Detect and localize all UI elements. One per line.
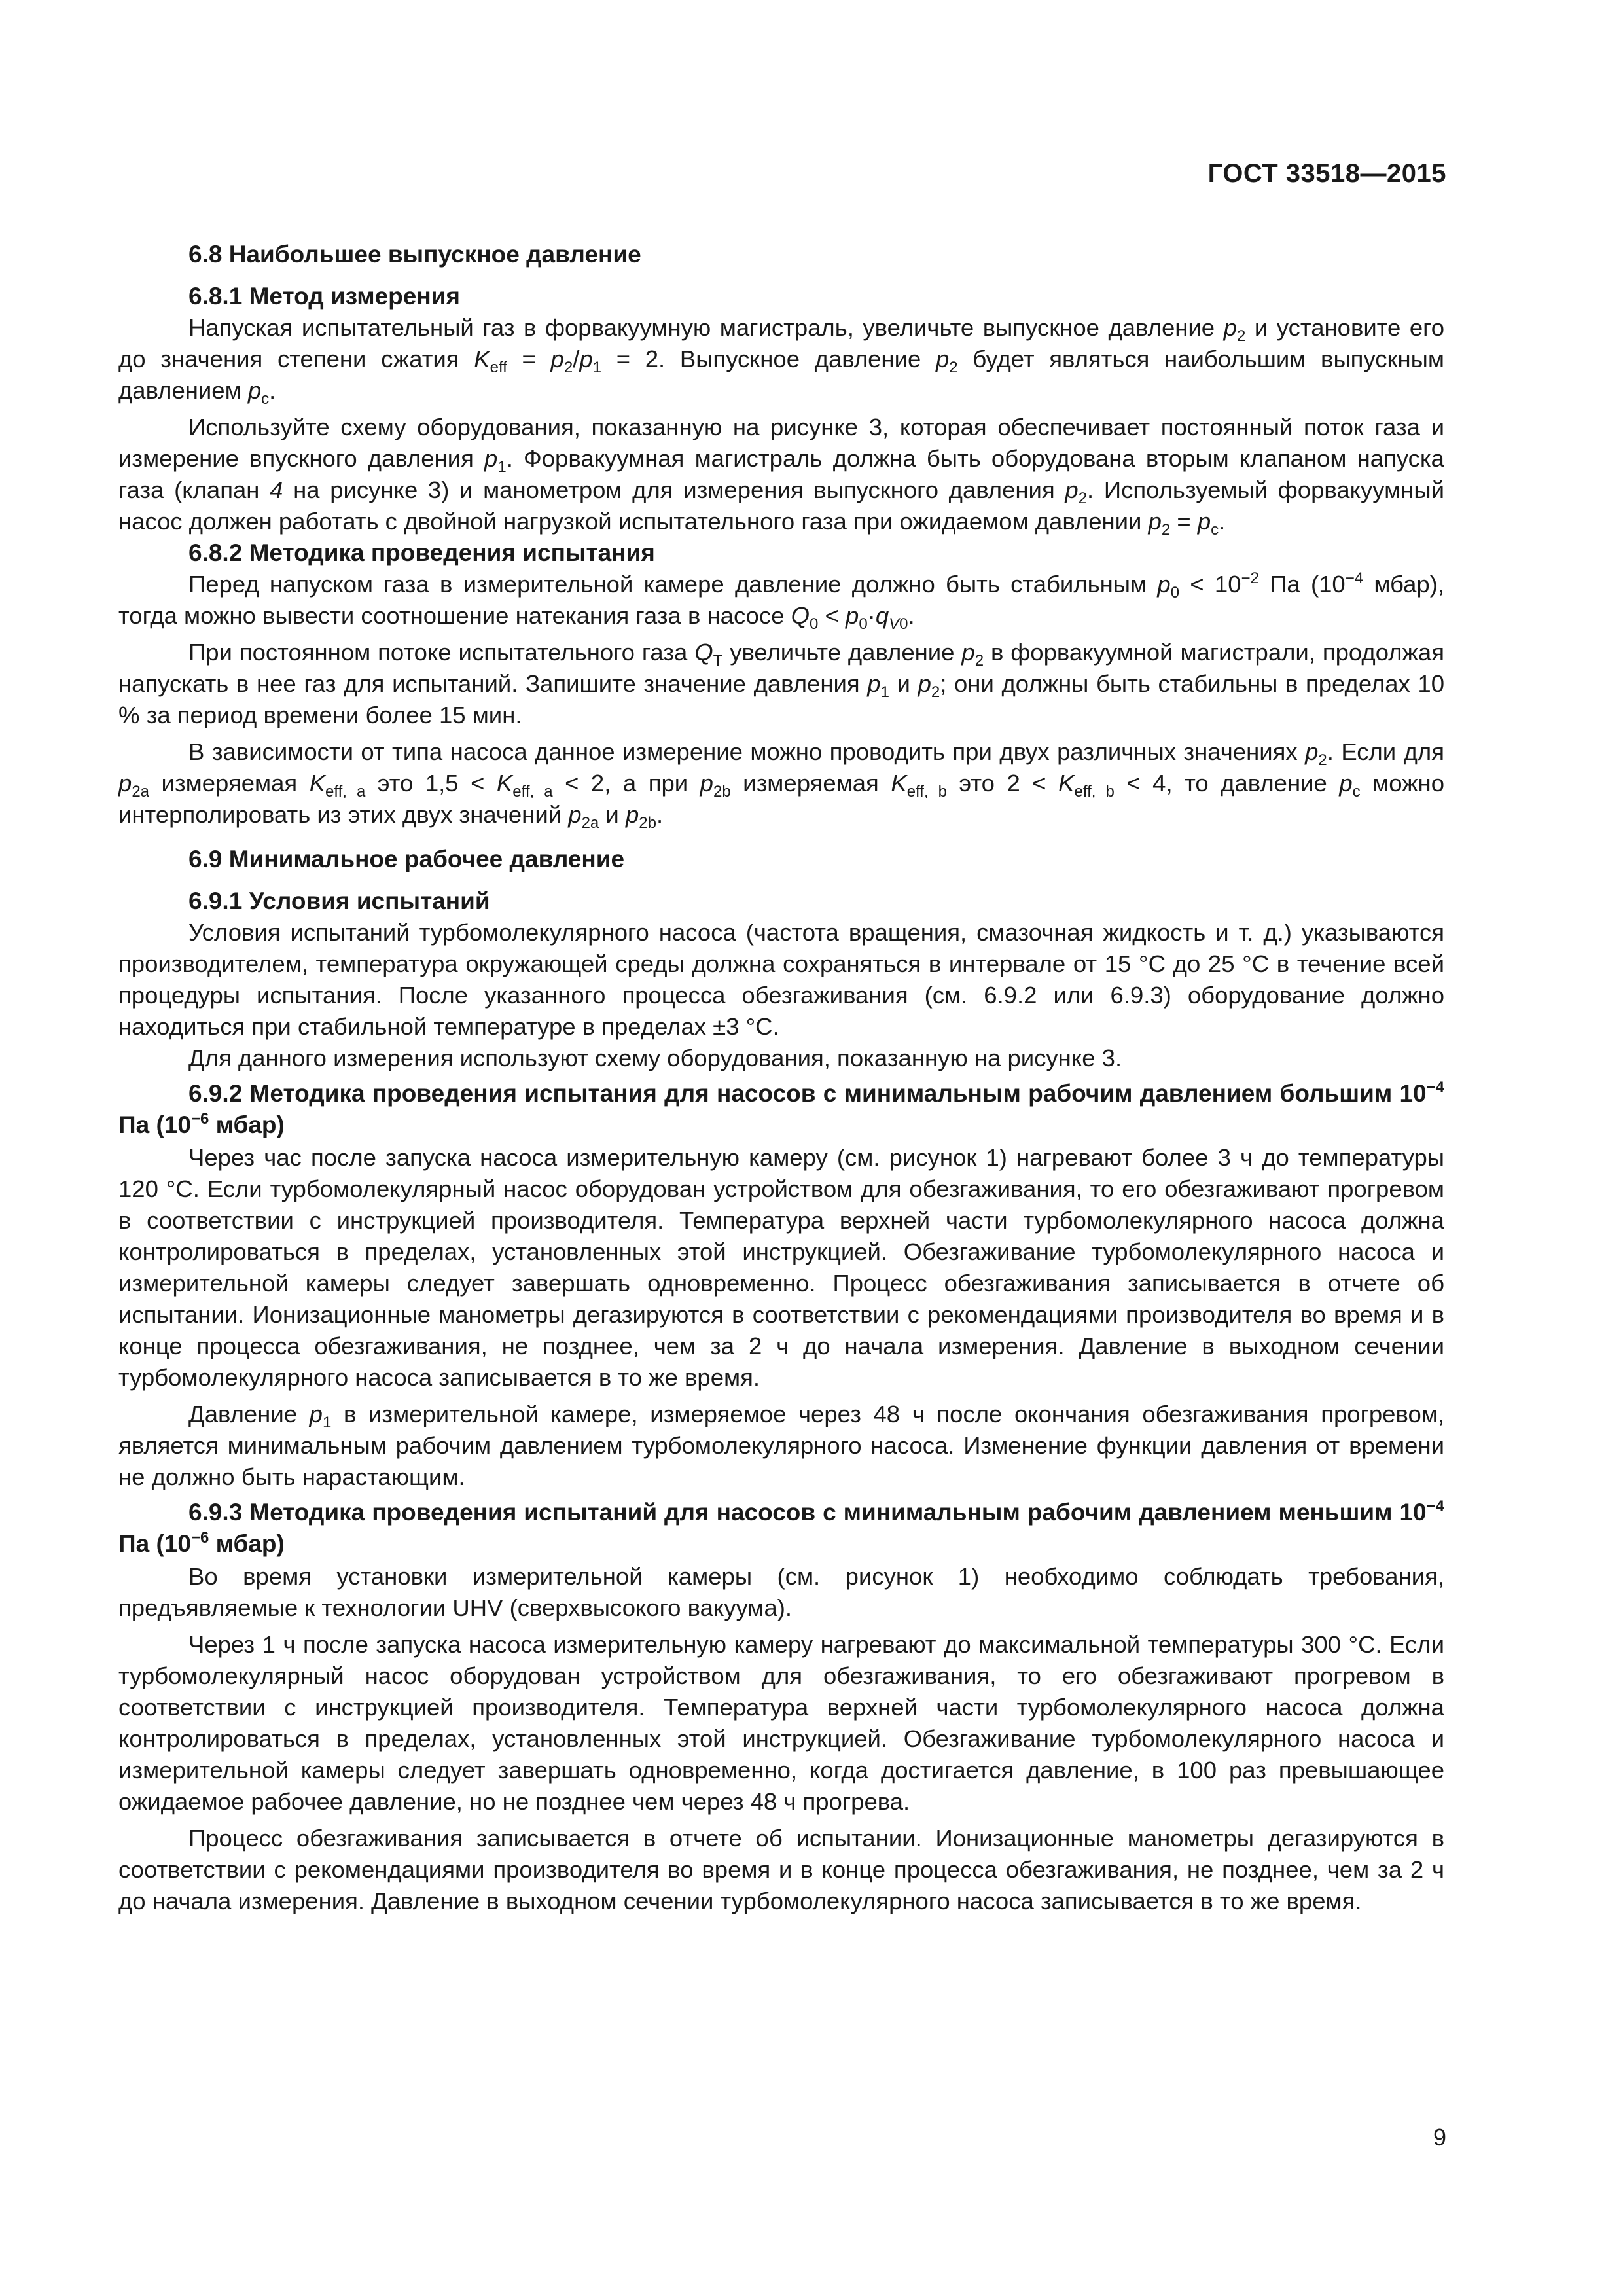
paragraph: Используйте схему оборудования, показанную на рисунке 3, которая обеспечивает постоянный поток газа и измерение впускного давления $p_1$. Форвакуумная магистраль должна быть оборудована вторым клапаном напуска газа (клапан 4 на рисунке 3) и манометром для измерения выпускного давления $p_2$. Используемый форвакуумный насос должен работать с двойной нагрузкой испытательного газа при ожидаемом давлении $p_2 = p_c$. <box>118 414 1445 539</box>
paragraph: При постоянном потоке испытательного газа $Q_T$ увеличьте давление $p_2$ в форвакуумной магистрали, продолжая напускать в нее газ для испытаний. Запишите значение давления $p_1$ и $p_2$; они должны быть стабильны в пределах 10 % за период времени более 15 мин. <box>118 639 1445 728</box>
paragraph: Напуская испытательный газ в форвакуумную магистраль, увеличьте выпускное давление $p_2$ и установите его до значения степени сжатия $K_{eff} = p_2/p_1 = 2$. Выпускное давление $p_2$ будет являться наибольшим выпускным давлением $p_c$. <box>118 314 1444 408</box>
page-number: 9 <box>1433 2124 1446 2151</box>
paragraph: Через 1 ч после запуска насоса измерительную камеру нагревают до максимальной температуры 300 °С. Если турбомолекулярный насос оборудован устройством для обезгаживания, то его обезгаживают прогревом в соответствии с инструкцией производителя. Температура верхней части турбомолекулярного насоса должна контролироваться в пределах, установленных этой инструкцией. Обезгаживание турбомолекулярного насоса и измерительной камеры следует завершать одновременно, когда достигается давление, в 100 раз превышающее ожидаемое рабочее давление, но не позднее чем через 48 ч прогрева. <box>118 1631 1444 1815</box>
document-body <box>118 226 1444 1917</box>
paragraph: Условия испытаний турбомолекулярного насоса (частота вращения, смазочная жидкость и т. д.) указываются производителем, температура окружающей среды должна сохраняться в интервале от 15 °С до 25 °С в течение всей процедуры испытания. После указанного процесса обезгаживания (см. 6.9.2 или 6.9.3) оборудование должно находиться при стабильной температуре в пределах ±3 °С. <box>118 919 1444 1040</box>
paragraph: Давление $p_1$ в измерительной камере, измеряемое через 48 ч после окончания обезгаживания прогревом, является минимальным рабочим давлением турбомолекулярного насоса. Изменение функции давления от времени не должно быть нарастающим. <box>118 1401 1445 1490</box>
paragraph: Процесс обезгаживания записывается в отчете об испытании. Ионизационные манометры дегазируются в соответствии с рекомендациями производителя во время и в конце процесса обезгаживания, не позднее, чем за 2 ч до начала измерения. Давление в выходном сечении турбомолекулярного насоса записывается в то же время. <box>118 1825 1444 1914</box>
subsection-heading-6-9-1: 6.9.1 Условия испытаний <box>188 888 490 914</box>
paragraph: Для данного измерения используют схему оборудования, показанную на рисунке 3. <box>188 1045 1122 1071</box>
subsection-heading-6-8-2: 6.8.2 Методика проведения испытания <box>188 539 655 566</box>
document-id: ГОСТ 33518—2015 <box>1207 159 1446 188</box>
subsection-heading-6-8-1: 6.8.1 Метод измерения <box>188 283 461 310</box>
subsection-heading-6-9-2: 6.9.2 Методика проведения испытания для насосов с минимальным рабочим давлением большим $10^{-4}$ Па ($10^{-6}$ мбар) <box>118 1079 1444 1138</box>
paragraph: Во время установки измерительной камеры (см. рисунок 1) необходимо соблюдать требования, предъявляемые к технологии UHV (сверхвысокого вакуума). <box>118 1563 1444 1621</box>
subsection-heading-6-9-3: 6.9.3 Методика проведения испытаний для насосов с минимальным рабочим давлением меньшим $10^{-4}$ Па ($10^{-6}$ мбар) <box>118 1498 1444 1557</box>
paragraph: Через час после запуска насоса измерительную камеру (см. рисунок 1) нагревают более 3 ч до температуры 120 °С. Если турбомолекулярный насос оборудован устройством для обезгаживания, то его обезгаживают прогревом в соответствии с инструкцией производителя. Температура верхней части турбомолекулярного насоса должна контролироваться в пределах, установленных этой инструкцией. Обезгаживание турбомолекулярного насоса и измерительной камеры следует завершать одновременно. Процесс обезгаживания записывается в отчете об испытании. Ионизационные манометры дегазируются в соответствии с рекомендациями производителя во время и в конце процесса обезгаживания, не позднее, чем за 2 ч до начала измерения. Давление в выходном сечении турбомолекулярного насоса записывается в то же время. <box>118 1144 1444 1391</box>
section-heading-6-8: 6.8 Наибольшее выпускное давление <box>188 241 641 268</box>
paragraph: Перед напуском газа в измерительной камере давление должно быть стабильным $p_0 < 10^{-2}$ Па ($10^{-4}$ мбар), тогда можно вывести соотношение натекания газа в насосе $Q_0 < p_0\cdot q_{V0}$. <box>118 569 1445 633</box>
section-heading-6-9: 6.9 Минимальное рабочее давление <box>188 846 625 872</box>
paragraph: В зависимости от типа насоса данное измерение можно проводить при двух различных значениях $p_2$. Если для $p_{2a}$ измеряемая $K_{eff, a}$ это $1,5 < K_{eff, a} < 2$, а при $p_{2b}$ измеряемая $K_{eff, b}$ это $2 < K_{eff, b} < 4$, то давление $p_c$ можно интерполировать из этих двух значений $p_{2a}$ и $p_{2b}$. <box>118 738 1445 832</box>
